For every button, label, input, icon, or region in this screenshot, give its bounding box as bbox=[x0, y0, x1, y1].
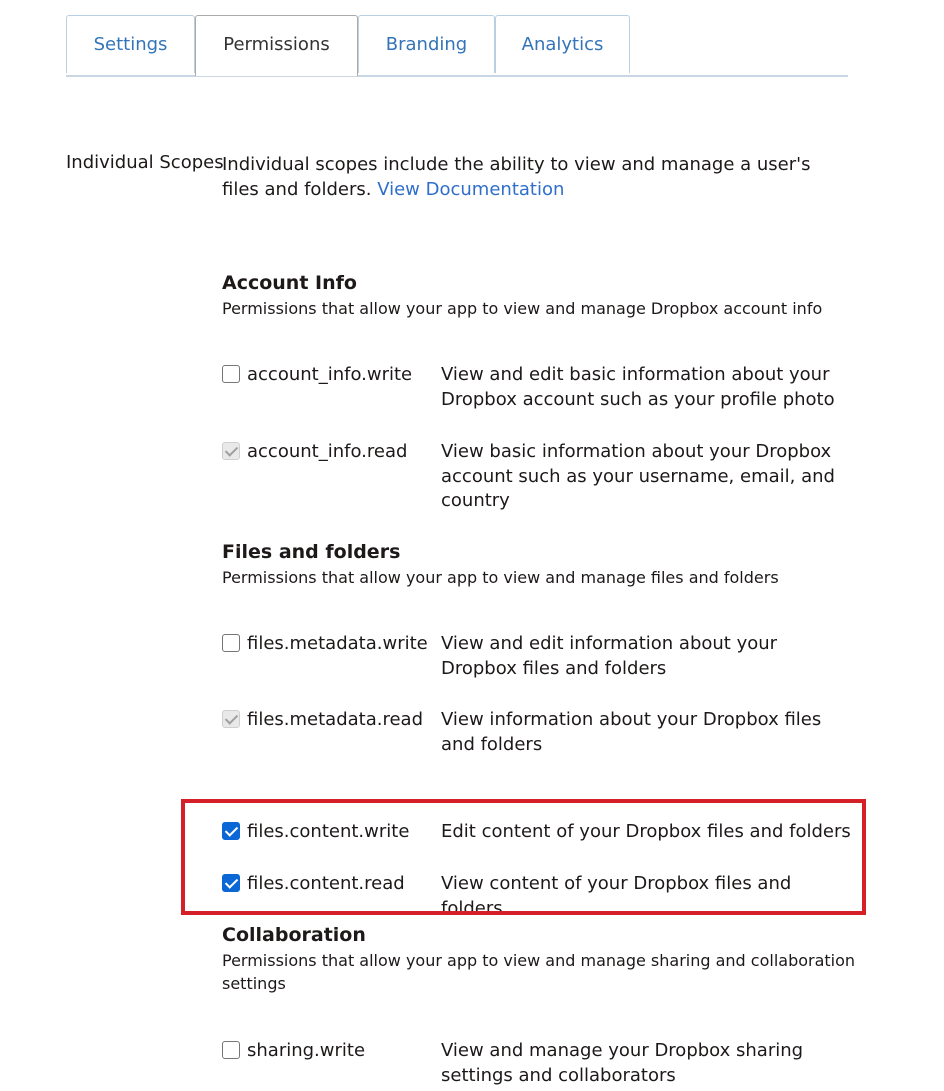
highlight-box bbox=[181, 799, 866, 915]
section-desc-files-and-folders: Permissions that allow your app to view and manage files and folders bbox=[222, 568, 779, 587]
permission-name: files.metadata.write bbox=[247, 633, 428, 654]
tab-bar bbox=[66, 15, 848, 77]
permission-name: files.metadata.read bbox=[247, 709, 424, 730]
permission-description: View basic information about your Dropbox account such as your username, email, and country bbox=[441, 441, 835, 511]
permission-description: View and manage your Dropbox sharing settings and collaborators bbox=[441, 1040, 804, 1086]
permission-description: View content of your Dropbox files and folders bbox=[441, 873, 792, 919]
permission-name: files.content.write bbox=[247, 821, 410, 842]
checkbox-sharing-write[interactable] bbox=[222, 1041, 240, 1059]
permission-description: View information about your Dropbox files and folders bbox=[441, 709, 822, 755]
tab-settings[interactable]: Settings bbox=[66, 15, 195, 73]
section-title-collaboration: Collaboration bbox=[222, 924, 366, 946]
permission-name: sharing.write bbox=[247, 1040, 366, 1061]
section-desc-collaboration: Permissions that allow your app to view and manage sharing and collaboration settings bbox=[222, 951, 856, 993]
checkbox-files-metadata-write[interactable] bbox=[222, 634, 240, 652]
permission-name: account_info.read bbox=[247, 441, 408, 462]
checkbox-account-info-read bbox=[222, 442, 240, 460]
checkbox-files-metadata-read bbox=[222, 710, 240, 728]
tab-branding[interactable]: Branding bbox=[358, 15, 495, 73]
scopes-intro bbox=[222, 152, 852, 202]
view-documentation-link[interactable]: View Documentation bbox=[377, 179, 565, 200]
section-title-account-info: Account Info bbox=[222, 272, 357, 294]
section-title-files-and-folders: Files and folders bbox=[222, 541, 401, 563]
individual-scopes-label: Individual Scopes bbox=[66, 152, 224, 173]
tab-permissions[interactable]: Permissions bbox=[195, 15, 358, 76]
permission-name: files.content.read bbox=[247, 873, 405, 894]
permission-description: View and edit basic information about your Dropbox account such as your profile photo bbox=[441, 364, 835, 410]
permission-description: View and edit information about your Dropbox files and folders bbox=[441, 633, 778, 679]
checkbox-account-info-write[interactable] bbox=[222, 365, 240, 383]
tab-analytics[interactable]: Analytics bbox=[495, 15, 630, 73]
section-desc-account-info: Permissions that allow your app to view and manage Dropbox account info bbox=[222, 299, 823, 318]
permission-name: account_info.write bbox=[247, 364, 413, 385]
permission-description: Edit content of your Dropbox files and folders bbox=[441, 821, 851, 842]
scopes-intro-text: Individual scopes include the ability to view and manage a user's files and folders. bbox=[222, 154, 811, 200]
